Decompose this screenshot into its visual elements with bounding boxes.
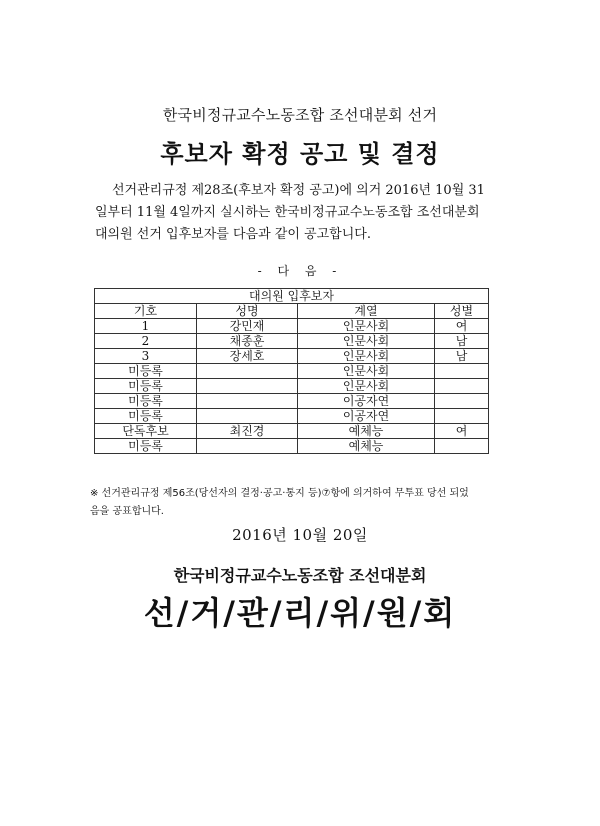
cell-division: 이공자연: [298, 394, 435, 409]
cell-division: 인문사회: [298, 349, 435, 364]
cell-number: 1: [95, 319, 197, 334]
cell-name: [197, 409, 298, 424]
cell-division: 인문사회: [298, 334, 435, 349]
cell-name: 채종훈: [197, 334, 298, 349]
cell-gender: [435, 364, 489, 379]
cell-division: 예체능: [298, 424, 435, 439]
announcement-date: 2016년 10월 20일: [232, 526, 368, 544]
note-line-1: ※ 선거관리규정 제56조(당선자의 결정·공고·통지 등)⑦항에 의거하여 무투표 당선 되었: [90, 488, 469, 499]
cell-division: 이공자연: [298, 409, 435, 424]
header-division: 계열: [298, 304, 435, 319]
table-row: [95, 424, 489, 439]
cell-number: 2: [95, 334, 197, 349]
cell-gender: 여: [435, 424, 489, 439]
header-gender: 성별: [435, 304, 489, 319]
cell-name: [197, 379, 298, 394]
table-row: [95, 334, 489, 349]
table-row: [95, 394, 489, 409]
election-subtitle: 한국비정규교수노동조합 조선대분회 선거: [162, 106, 438, 124]
organization-name: 한국비정규교수노동조합 조선대분회: [173, 566, 427, 585]
header-number: 기호: [95, 304, 197, 319]
body-line-1: 선거관리규정 제28조(후보자 확정 공고)에 의거 2016년 10월 31: [112, 183, 485, 198]
cell-name: 강민재: [197, 319, 298, 334]
page-title: 후보자 확정 공고 및 결정: [160, 140, 440, 168]
body-line-2: 일부터 11월 4일까지 실시하는 한국비정규교수노동조합 조선대분회: [95, 205, 480, 220]
cell-name: 장세호: [197, 349, 298, 364]
cell-gender: [435, 439, 489, 454]
cell-name: 최진경: [197, 424, 298, 439]
cell-gender: 남: [435, 334, 489, 349]
table-row: [95, 319, 489, 334]
cell-number: 미등록: [95, 409, 197, 424]
cell-division: 인문사회: [298, 319, 435, 334]
table-row: [95, 409, 489, 424]
notice-note: [90, 485, 510, 521]
body-line-3: 대의원 선거 입후보자를 다음과 같이 공고합니다.: [95, 227, 371, 242]
cell-name: [197, 364, 298, 379]
cell-number: 3: [95, 349, 197, 364]
table-row: [95, 349, 489, 364]
cell-name: [197, 439, 298, 454]
cell-division: 인문사회: [298, 364, 435, 379]
section-marker: - 다 음 -: [257, 264, 343, 278]
header-name: 성명: [197, 304, 298, 319]
cell-number: 미등록: [95, 364, 197, 379]
cell-name: [197, 394, 298, 409]
cell-gender: [435, 409, 489, 424]
cell-division: 예체능: [298, 439, 435, 454]
committee-name: 선/거/관/리/위/원/회: [143, 594, 457, 632]
note-line-2: 음을 공표합니다.: [90, 506, 164, 517]
table-row: [95, 379, 489, 394]
cell-gender: 여: [435, 319, 489, 334]
table-row: [95, 364, 489, 379]
cell-number: 미등록: [95, 379, 197, 394]
cell-gender: 남: [435, 349, 489, 364]
cell-number: 미등록: [95, 394, 197, 409]
cell-number: 단독후보: [95, 424, 197, 439]
candidate-table: [94, 288, 489, 454]
table-row: [95, 439, 489, 454]
cell-division: 인문사회: [298, 379, 435, 394]
cell-number: 미등록: [95, 439, 197, 454]
cell-gender: [435, 379, 489, 394]
table-caption: 대의원 입후보자: [95, 289, 489, 304]
cell-gender: [435, 394, 489, 409]
